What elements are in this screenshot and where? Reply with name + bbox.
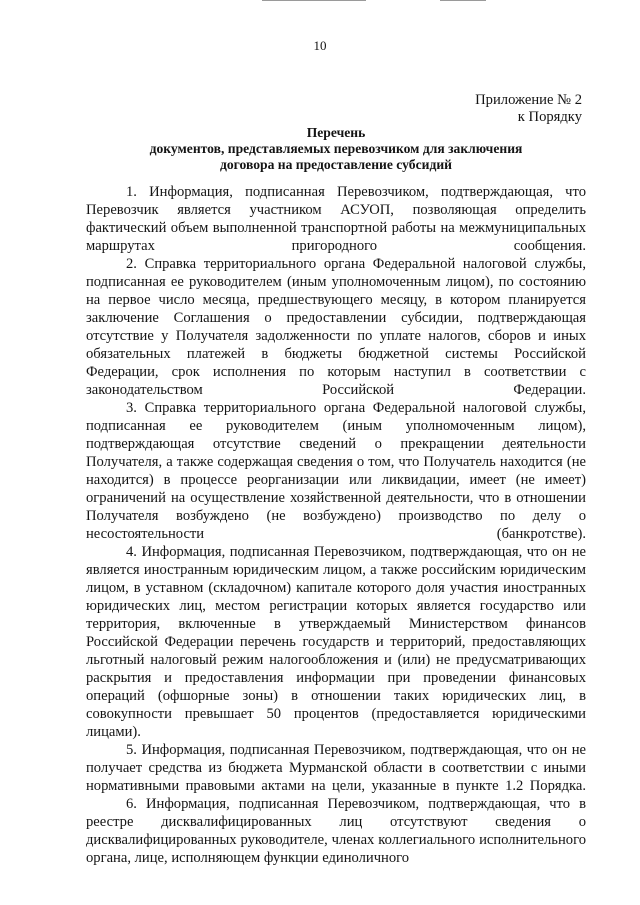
document-body [86, 183, 586, 867]
title-subheading: документов, представляемых перевозчиком для заключения [149, 141, 523, 156]
list-item-6: 6. Информация, подписанная Перевозчиком, подтверждающая, что в реестре дисквалифицированных лиц отсутствуют сведения о дисквалифицированных руководителе, членах коллегиального исполнительного органа, лице, исполняющем функции единоличного [86, 796, 586, 866]
list-item-5: 5. Информация, подписанная Перевозчиком, подтверждающая, что он не получает средства из бюджета Мурманской области в соответствии с иными нормативными правовыми актами на цели, указанные в пункте 1.2 Порядка. [86, 742, 586, 794]
title-subheading-cont: договора на предоставление субсидий [220, 157, 452, 172]
list-item-2: 2. Справка территориального органа Федеральной налоговой службы, подписанная ее руководителем (иным уполномоченным лицом), по состоянию на первое число месяца, предшествующего месяцу, в котором планируется заключение Соглашения о предоставлении субсидии, подтверждающая отсутствие у Получателя задолженности по уплате налогов, сборов и иных обязательных платежей в бюджеты бюджетной системы Российской Федерации, срок исполнения по которым наступил в соответствии с законодательством Российской Федерации. [86, 256, 586, 398]
list-item-1: 1. Информация, подписанная Перевозчиком, подтверждающая, что Перевозчик является участником АСУОП, позволяющая определить фактический объем выполненной транспортной работы на межмуниципальных маршрутах пригородного сообщения. [86, 184, 586, 254]
list-item-3: 3. Справка территориального органа Федеральной налоговой службы, подписанная ее руководителем (иным уполномоченным лицом), подтверждающая отсутствие сведений о прекращении деятельности Получателя, а также содержащая сведения о том, что Получатель находится (не находится) в процессе реорганизации или ликвидации, имеет (не имеет) ограничений на осуществление хозяйственной деятельности, что в отношении Получателя возбуждено (не возбуждено) производство по делу о несостоятельности (банкротстве). [86, 400, 586, 542]
scan-artifact-line [262, 0, 366, 1]
document-title [86, 125, 586, 173]
page-number: 10 [313, 38, 327, 53]
appendix-header [475, 92, 582, 126]
list-item-4: 4. Информация, подписанная Перевозчиком, подтверждающая, что он не является иностранным юридическим лицом, а также российским юридическим лицом, в уставном (складочном) капитале которого доля участия иностранных юридических лиц, местом регистрации которых является государство или территория, включенные в утверждаемый Министерством финансов Российской Федерации перечень государств и территорий, предоставляющих льготный налоговый режим налогообложения и (или) не предусматривающих раскрытия и предоставления информации при проведении финансовых операций (офшорные зоны) в отношении таких юридических лиц, в совокупности превышает 50 процентов (предоставляется юридическими лицами). [86, 544, 586, 740]
appendix-number: Приложение № 2 [475, 92, 582, 108]
title-heading: Перечень [306, 125, 366, 140]
scan-artifact-line [440, 0, 486, 1]
appendix-reference: к Порядку [517, 109, 582, 125]
